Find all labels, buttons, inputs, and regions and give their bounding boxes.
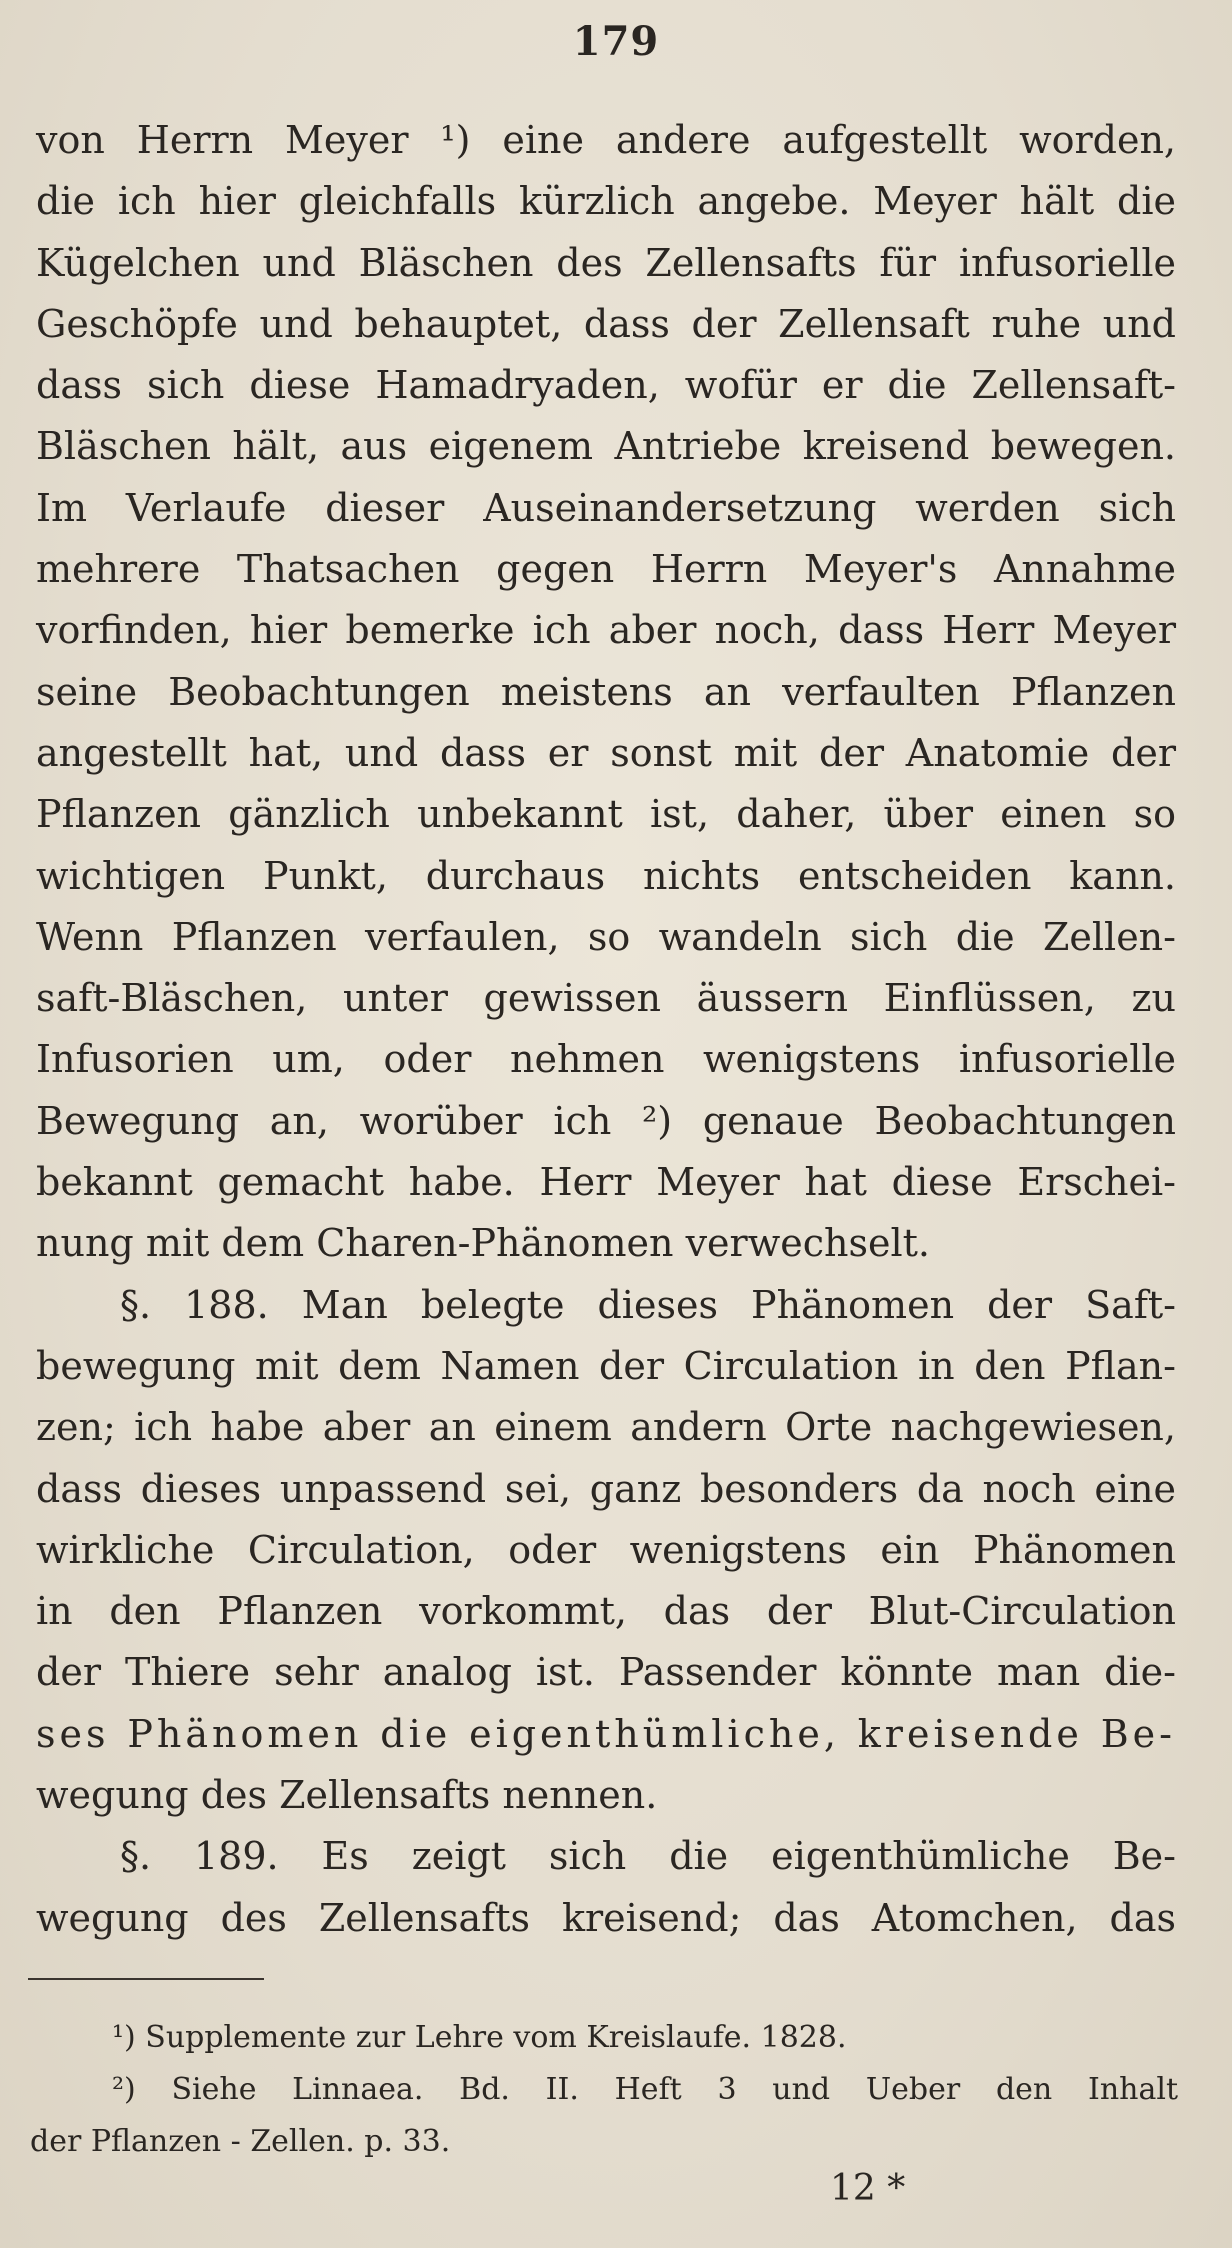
text-line-30: wegung des Zellensafts kreisend; das Atomchen, das [36, 1895, 1176, 1940]
text-line-6: Bläschen hält, aus eigenem Antriebe kreisend bewegen. [36, 424, 1176, 469]
section-189-line-1: §. 189. Es zeigt sich die eigenthümliche Be- [120, 1834, 1176, 1879]
text-line-3: Kügelchen und Bläschen des Zellensafts für infusorielle [36, 240, 1176, 285]
text-line-4: Geschöpfe und behauptet, dass der Zellensaft ruhe und [36, 301, 1176, 346]
footnotes [30, 2012, 1178, 2168]
text-line-17: Bewegung an, worüber ich ²) genaue Beobachtungen [36, 1098, 1176, 1143]
text-line-25: in den Pflanzen vorkommt, das der Blut-Circulation [36, 1589, 1176, 1634]
text-line-11: angestellt hat, und dass er sonst mit der Anatomie der [36, 730, 1176, 775]
footnote-divider [28, 1978, 264, 1980]
text-line-16: Infusorien um, oder nehmen wenigstens infusorielle [36, 1037, 1176, 1082]
text-line-14: Wenn Pflanzen verfaulen, so wandeln sich die Zellen- [36, 914, 1176, 959]
text-line-5: dass sich diese Hamadryaden, wofür er die Zellensaft- [36, 363, 1176, 408]
signature-mark: 12 * [830, 2168, 906, 2209]
text-line-12: Pflanzen gänzlich unbekannt ist, daher, über einen so [36, 792, 1176, 837]
text-line-23: dass dieses unpassend sei, ganz besonders da noch eine [36, 1466, 1176, 1511]
text-line-10: seine Beobachtungen meistens an verfaulten Pflanzen [36, 669, 1176, 714]
text-line-15: saft-Bläschen, unter gewissen äussern Einflüssen, zu [36, 976, 1176, 1021]
text-line-27: ses Phänomen die eigenthümliche, kreisende Be- [36, 1711, 1176, 1756]
text-line-2: die ich hier gleichfalls kürzlich angebe. Meyer hält die [36, 179, 1176, 224]
text-line-26: der Thiere sehr analog ist. Passender könnte man die- [36, 1650, 1176, 1695]
text-line-1: von Herrn Meyer ¹) eine andere aufgestellt worden, [36, 118, 1176, 162]
footnote-2-line-1: ²) Siehe Linnaea. Bd. II. Heft 3 und Ueber den Inhalt [112, 2072, 1178, 2107]
text-line-24: wirkliche Circulation, oder wenigstens ein Phänomen [36, 1527, 1176, 1572]
text-line-18: bekannt gemacht habe. Herr Meyer hat diese Erschei- [36, 1160, 1176, 1205]
text-line-28: wegung des Zellensafts nennen. [36, 1773, 658, 1818]
page-number: 179 [572, 18, 660, 65]
footnote-1: ¹) Supplemente zur Lehre vom Kreislaufe. 1828. [112, 2020, 847, 2055]
text-line-7: Im Verlaufe dieser Auseinandersetzung werden sich [36, 485, 1176, 530]
body-text [36, 110, 1176, 1949]
text-line-21: bewegung mit dem Namen der Circulation in den Pflan- [36, 1343, 1176, 1388]
text-line-22: zen; ich habe aber an einem andern Orte nachgewiesen, [36, 1405, 1176, 1450]
text-line-13: wichtigen Punkt, durchaus nichts entscheiden kann. [36, 853, 1176, 898]
section-188-line-1: §. 188. Man belegte dieses Phänomen der Saft- [120, 1282, 1176, 1327]
text-line-8: mehrere Thatsachen gegen Herrn Meyer's Annahme [36, 547, 1176, 592]
text-line-9: vorfinden, hier bemerke ich aber noch, dass Herr Meyer [36, 608, 1176, 653]
footnote-2-line-2: der Pflanzen - Zellen. p. 33. [30, 2124, 451, 2159]
text-line-19: nung mit dem Charen-Phänomen verwechselt. [36, 1221, 930, 1266]
